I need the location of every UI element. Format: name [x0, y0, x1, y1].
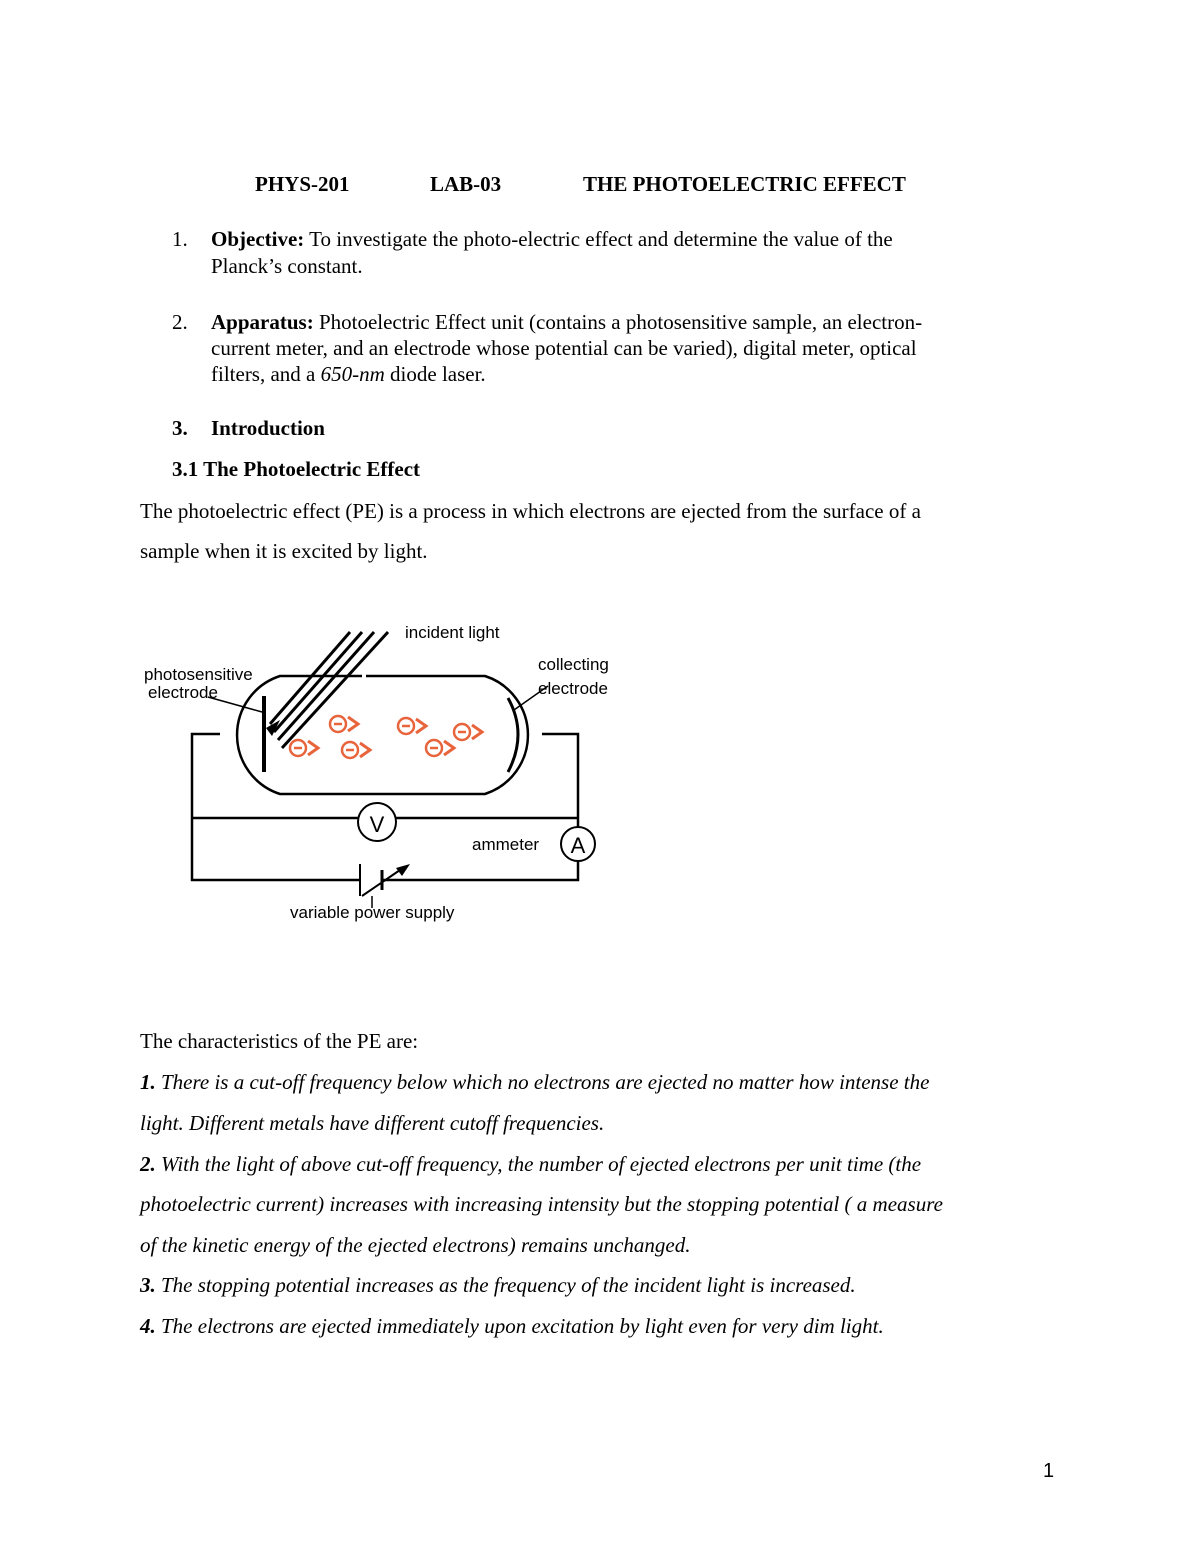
objective-text-1: To investigate the photo-electric effect and determine the value of the: [304, 227, 893, 251]
characteristic-3-number: 3.: [140, 1273, 156, 1297]
electron-icon: [290, 740, 318, 756]
course-code: PHYS-201: [255, 172, 350, 196]
collecting-label-1: collecting: [538, 655, 609, 674]
photosensitive-label-2: electrode: [148, 683, 218, 702]
apparatus-text-3b: diode laser.: [384, 362, 486, 386]
voltmeter-symbol: V: [369, 812, 385, 837]
electron-icon: [454, 724, 482, 740]
page-title: THE PHOTOELECTRIC EFFECT: [583, 172, 906, 196]
characteristic-2-number: 2.: [140, 1152, 156, 1176]
ammeter-label: ammeter: [472, 835, 540, 854]
intro-paragraph-line-2: sample when it is excited by light.: [140, 539, 428, 563]
circuit-wire-right: [542, 734, 578, 828]
circuit-wire-bottom-right: [382, 860, 578, 880]
objective-line-1: [211, 227, 893, 252]
objective-text-2: Planck’s constant.: [211, 254, 363, 278]
power-supply-label: variable power supply: [290, 903, 455, 922]
characteristic-1-line-1: [140, 1070, 929, 1095]
characteristic-2-text-2: photoelectric current) increases with increasing intensity but the stopping potential ( a measure: [140, 1192, 943, 1216]
characteristic-4-text-1: The electrons are ejected immediately upon excitation by light even for very dim light.: [155, 1314, 884, 1338]
characteristic-1-text-2: light. Different metals have different cutoff frequencies.: [140, 1111, 605, 1135]
electron-icon: [426, 740, 454, 756]
photoelectric-apparatus-diagram: [130, 612, 650, 932]
objective-label: Objective:: [211, 227, 305, 251]
apparatus-line-3: [211, 362, 486, 387]
apparatus-label: Apparatus:: [211, 310, 314, 334]
variable-arrow-icon: [396, 864, 410, 876]
characteristic-1-number: 1.: [140, 1070, 156, 1094]
characteristic-2-text-3: of the kinetic energy of the ejected electrons) remains unchanged.: [140, 1233, 691, 1257]
apparatus-text-3a: filters, and a: [211, 362, 321, 386]
apparatus-number: 2.: [172, 310, 188, 334]
introduction-heading: Introduction: [211, 416, 325, 440]
characteristic-1-text-1: There is a cut-off frequency below which no electrons are ejected no matter how intense the: [155, 1070, 930, 1094]
circuit-wire-left: [192, 734, 360, 880]
apparatus-text-2: current meter, and an electrode whose potential can be varied), digital meter, optical: [211, 336, 917, 360]
incident-light-label: incident light: [405, 623, 500, 642]
apparatus-text-1: Photoelectric Effect unit (contains a photosensitive sample, an electron-: [313, 310, 923, 334]
characteristic-3-text-1: The stopping potential increases as the frequency of the incident light is increased.: [155, 1273, 856, 1297]
electron-icon: [342, 742, 370, 758]
characteristic-4-line-1: [140, 1314, 884, 1339]
introduction-number: 3.: [172, 416, 188, 440]
characteristic-3-line-1: [140, 1273, 856, 1298]
laser-wavelength: 650-nm: [320, 362, 385, 386]
characteristic-4-number: 4.: [140, 1314, 156, 1338]
page-number: 1: [1043, 1460, 1055, 1482]
objective-number: 1.: [172, 227, 188, 251]
characteristic-2-line-1: [140, 1152, 921, 1177]
electrons-group: [290, 716, 482, 758]
lab-number: LAB-03: [430, 172, 502, 196]
subsection-heading: 3.1 The Photoelectric Effect: [172, 457, 421, 481]
electron-icon: [398, 718, 426, 734]
characteristics-intro: The characteristics of the PE are:: [140, 1029, 419, 1053]
characteristic-2-text-1: With the light of above cut-off frequency, the number of ejected electrons per unit time (the: [155, 1152, 922, 1176]
ammeter-symbol: A: [570, 833, 586, 858]
intro-paragraph-line-1: The photoelectric effect (PE) is a process in which electrons are ejected from the surface of a: [140, 499, 921, 523]
apparatus-line-1: [211, 310, 922, 335]
collecting-label-2: electrode: [538, 679, 608, 698]
photosensitive-label-1: photosensitive: [144, 665, 253, 684]
electron-icon: [330, 716, 358, 732]
incident-light-rays: [270, 632, 388, 748]
